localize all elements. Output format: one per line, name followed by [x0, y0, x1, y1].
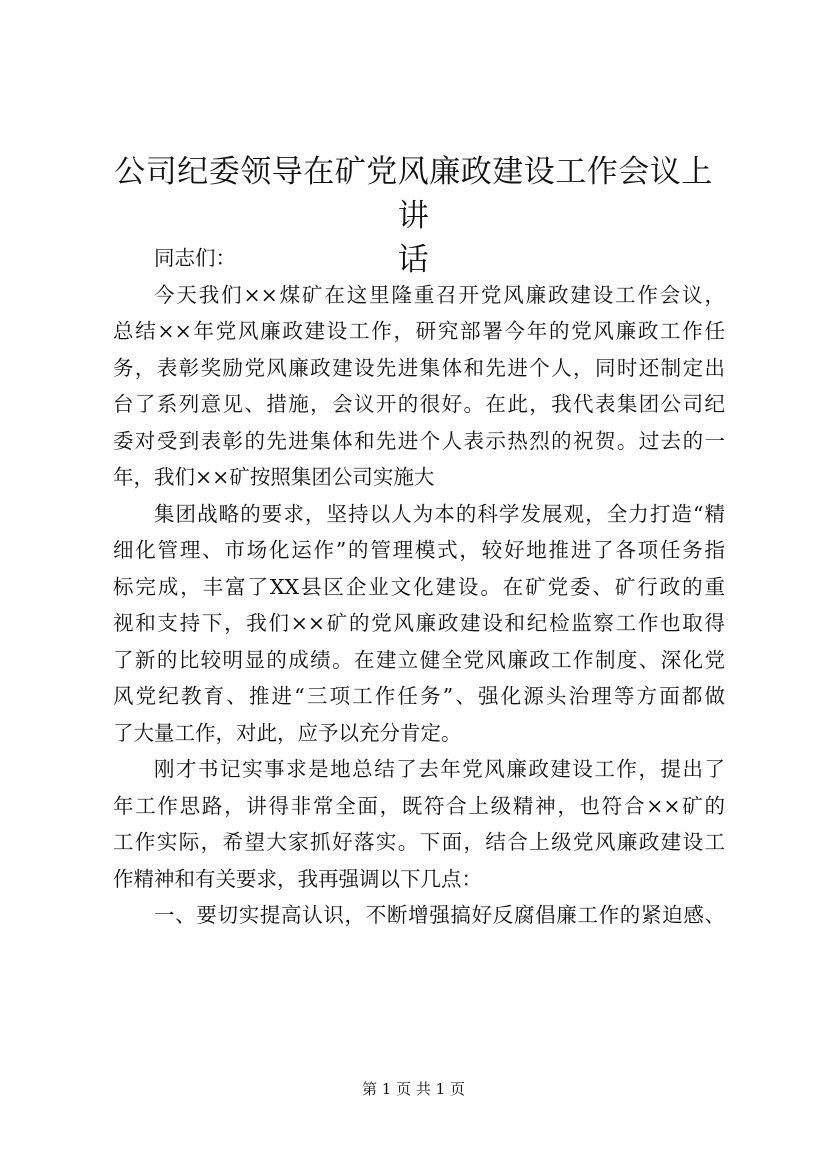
paragraph-line: 委对受到表彰的先进集体和先进个人表示热烈的祝贺。过去的一	[113, 428, 725, 453]
paragraph-line: 务，表彰奖励党风廉政建设先进集体和先进个人，同时还制定出	[113, 355, 725, 380]
paragraph-line: 工作实际，希望大家抓好落实。下面，结合上级党风廉政建设工	[113, 830, 725, 854]
paragraph-line: 集团战略的要求，坚持以人为本的科学发展观，全力打造“精	[154, 501, 725, 526]
title-line-2: 话	[397, 242, 430, 278]
salutation: 同志们：	[154, 246, 236, 270]
paragraph-line: 刚才书记实事求是地总结了去年党风廉政建设工作，提出了	[154, 757, 725, 781]
paragraph-line: 风党纪教育、推进“三项工作任务”、强化源头治理等方面都做	[113, 684, 725, 708]
paragraph-line: 作精神和有关要求，我再强调以下几点：	[113, 866, 482, 891]
paragraph-line: 年，我们××矿按照集团公司实施大	[113, 465, 435, 489]
paragraph-line: 视和支持下，我们××矿的党风廉政建设和纪检监察工作也取得	[113, 611, 725, 635]
paragraph-line: 细化管理、市场化运作”的管理模式，较好地推进了各项任务指	[113, 538, 725, 562]
paragraph-line: 台了系列意见、措施，会议开的很好。在此，我代表集团公司纪	[113, 392, 725, 416]
paragraph-line: 年工作思路，讲得非常全面，既符合上级精神，也符合××矿的	[113, 793, 725, 818]
paragraph-line: 标完成，丰富了XX县区企业文化建设。在矿党委、矿行政的重	[113, 574, 725, 599]
section-heading-line: 一、要切实提高认识，不断增强搞好反腐倡廉工作的紧迫感、	[154, 903, 725, 927]
paragraph-line: 今天我们××煤矿在这里隆重召开党风廉政建设工作会议，	[154, 282, 725, 307]
paragraph-line: 了新的比较明显的成绩。在建立健全党风廉政工作制度、深化党	[113, 647, 725, 672]
page-number-footer: 第 1 页 共 1 页	[362, 1080, 465, 1098]
paragraph-line: 总结××年党风廉政建设工作，研究部署今年的党风廉政工作任	[113, 319, 725, 343]
document-body	[113, 240, 725, 934]
title-line-1: 公司纪委领导在矿党风廉政建设工作会议上讲	[114, 154, 713, 234]
paragraph-line: 了大量工作，对此，应予以充分肯定。	[113, 720, 462, 745]
